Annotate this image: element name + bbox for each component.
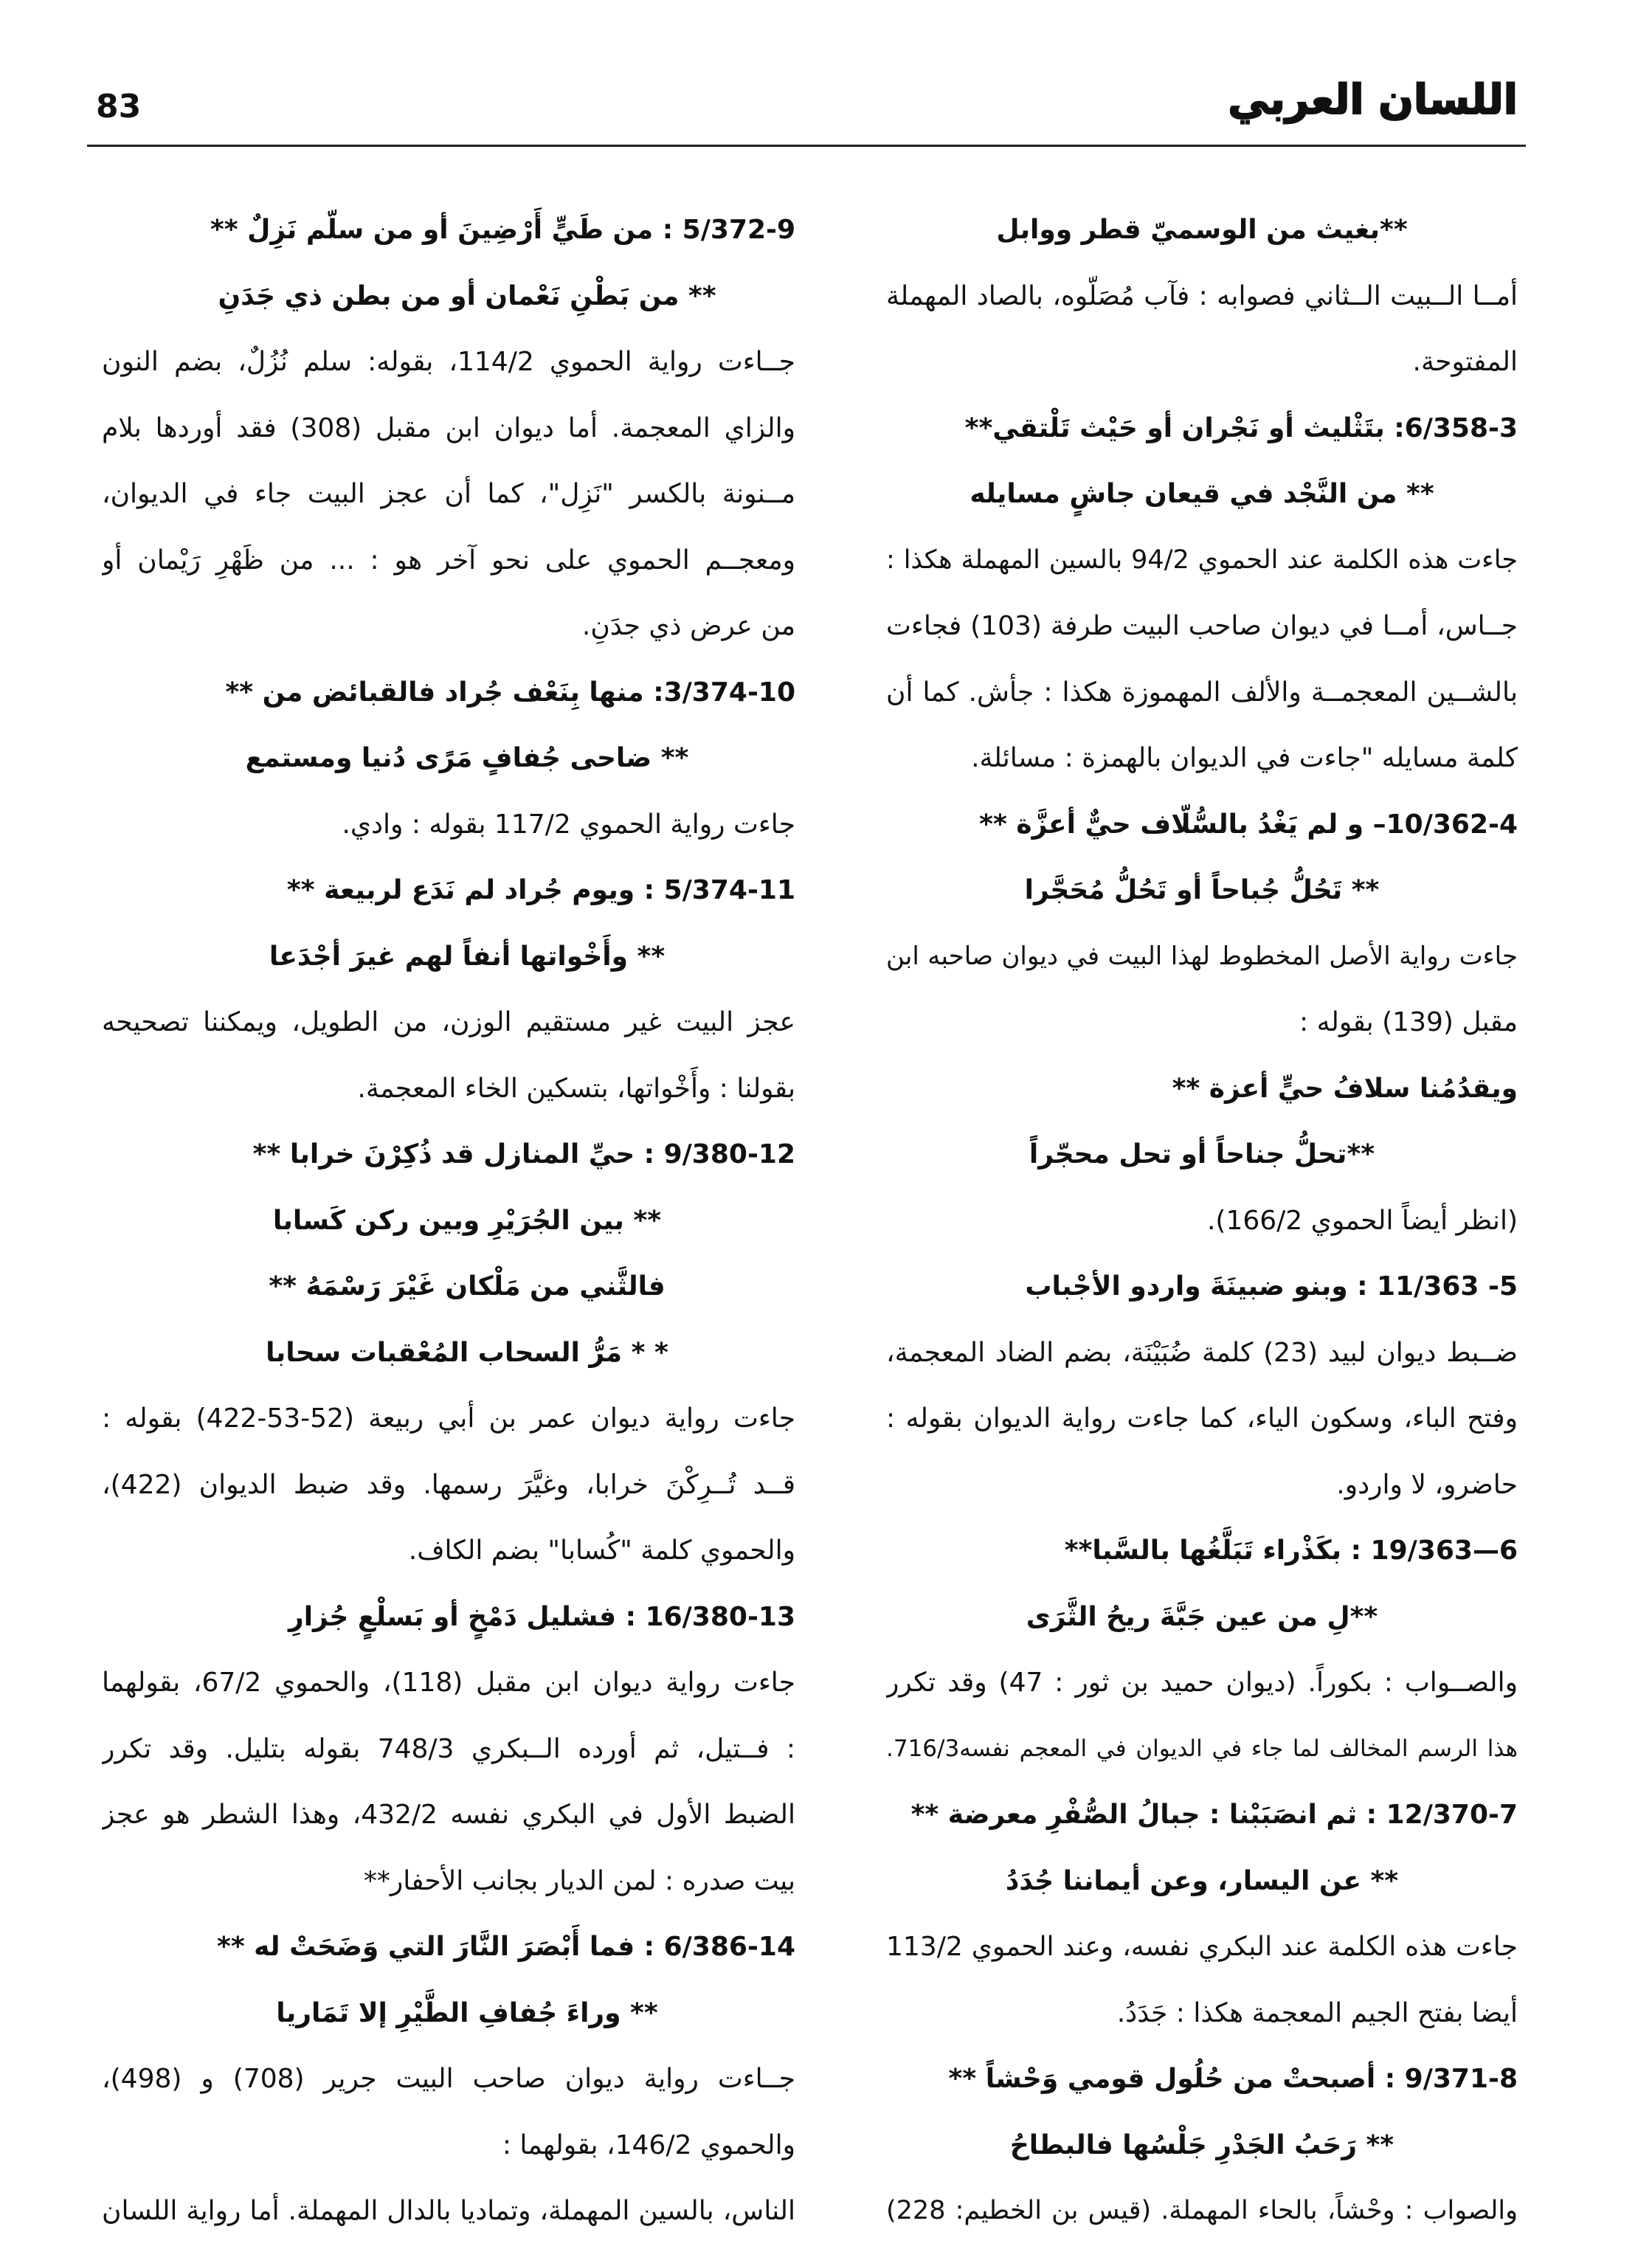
verse-line: ** ضاحى جُفافٍ مَرًى دُنيا ومستمع [245,743,689,773]
verse-line: ويقدُمُنا سلافُ حيٍّ أعزة ** [1172,1073,1518,1104]
body-text-line: وفتح الباء، وسكون الياء، كما جاءت رواية الديوان بقوله : [886,1403,1518,1434]
verse-line: ** وأَخْواتها أنفاً لهم غيرَ أجْدَعا [269,941,666,972]
body-text-line: : فــتيل، ثم أورده الــبكري 748/3 بقوله بتليل. وقد تكرر [102,1733,795,1764]
body-text-line: كلمة مسايله "جاءت في الديوان بالهمزة : مسائلة. [971,743,1518,773]
verse-line: * * مَرُّ السحاب المُعْقبات سحابا [266,1337,668,1368]
body-text-line: والحموي 146/2، بقولهما : [502,2129,795,2160]
body-text-line: أيضا بفتح الجيم المعجمة هكذا : جَدَدُ. [1116,1997,1518,2028]
entry-heading-line: 6—19/363 : بكَذْراء تَبَلَّغُها بالسَّبا** [1064,1535,1518,1566]
body-text-line: من عرض ذي جدَنِ. [581,611,795,641]
body-text-line: ضــبط ديوان لبيد (23) كلمة ضُبَيْنَة، بضم الضاد المعجمة، [886,1337,1518,1368]
verse-line: فالثَّني من مَلْكان غَيْرَ رَسْمَهُ ** [269,1271,666,1302]
body-text-line: جــاءت رواية ديوان صاحب البيت جرير (708) و (498)، [102,2064,795,2094]
verse-line: ** من بَطْنِ نَعْمان أو من بطن ذي جَدَنِ [218,280,716,311]
verse-line: ** تَحُلُّ جُباحاً أو تَحُلُّ مُحَجَّرا [1024,875,1380,905]
body-text-line: والصواب : وحْشاً، بالحاء المهملة. (قيس بن الخطيم: 228) [886,2196,1518,2225]
verse-line: ** عن اليسار، وعن أيماننا جُدَدُ [1005,1865,1399,1896]
body-text-line: بقولنا : وأَخْواتها، بتسكين الخاء المعجمة. [357,1073,795,1104]
body-text-line: قــد تُــرِكْنَ خرابا، وغيَّرَ رسمها. وقد ضبط الديوان (422)، [102,1469,795,1500]
entry-heading-line: 5/374-11 : ويوم جُراد لم نَدَع لربيعة ** [286,875,795,905]
body-text-line: عجز البيت غير مستقيم الوزن، من الطويل، ويمكننا تصحيحه [102,1007,795,1037]
body-text-line: الناس، بالسين المهملة، وتماديا بالدال المهملة. أما رواية اللسان [102,2196,795,2226]
body-text-line: جــاءت رواية الحموي 114/2، بقوله: سلم نُزُلٌ، بضم النون [102,347,795,377]
body-text-line: هذا الرسم المخالف لما جاء في الديوان في المعجم نفسه716/3. [886,1735,1518,1762]
body-text-line: بيت صدره : لمن الديار بجانب الأحفار** [363,1865,795,1896]
verse-line: ** بين الجُرَيْرِ وبين ركن كَسابا [272,1205,662,1236]
verse-line: **لِ من عين جَبَّةَ ريحُ الثَّرَى [1026,1601,1378,1632]
verse-line: ** رَحَبُ الجَدْرِ جَلْسُها فالبطاحُ [1009,2129,1394,2160]
header-rule [87,145,1526,147]
body-text-line: (انظر أيضاً الحموي 166/2). [1206,1205,1518,1236]
body-text-line: بالشــين المعجمــة والألف المهموزة هكذا : جأش. كما أن [886,677,1518,708]
left-column [102,197,795,2245]
entry-heading-line: 9/380-12 : حيِّ المنازل قد ذُكِرْنَ خرابا ** [252,1139,795,1169]
verse-line: **بغيث من الوسميّ قطر ووابل [996,215,1408,245]
body-text-line: جاءت هذه الكلمة عند البكري نفسه، وعند الحموي 113/2 [886,1932,1518,1962]
entry-heading-line: 6/358-3: بتَثْليث أو نَجْران أو حَيْث تَلْتقي** [964,412,1518,443]
body-text-line: جاءت رواية الحموي 117/2 بقوله : وادي. [342,809,795,840]
body-text-line: والزاي المعجمة. أما ديوان ابن مقبل (308) فقد أوردها بلام [102,412,795,443]
body-text-line: جاءت رواية ديوان ابن مقبل (118)، والحموي 67/2، بقولهما [102,1668,795,1698]
body-text-line: والصــواب : بكوراً. (ديوان حميد بن ثور : 47) وقد تكرر [886,1668,1518,1698]
verse-line: ** من النَّجْد في قيعان جاشٍ مسايله [970,479,1434,509]
entry-heading-line: 5- 11/363 : وبنو ضبينَةَ واردو الأجْباب [1025,1271,1518,1302]
body-text-line: جاءت رواية الأصل المخطوط لهذا البيت في ديوان صاحبه ابن [886,941,1518,971]
journal-title: اللسان العربي [1228,76,1518,124]
entry-heading-line: 9/371-8 : أصبحتْ من حُلُول قومي وَحْشاً ** [948,2064,1518,2094]
verse-line: ** وراءَ جُفافِ الطَّيْرِ إلا تَمَاريا [276,1997,658,2028]
body-text-line: جاءت هذه الكلمة عند الحموي 94/2 بالسين المهملة هكذا : [886,545,1518,575]
body-text-line: مقبل (139) بقوله : [1299,1007,1518,1037]
body-text-line: المفتوحة. [1412,347,1518,377]
body-text-line: والحموي كلمة "كُسابا" بضم الكاف. [408,1535,795,1566]
page-number: 83 [96,88,142,125]
body-text-line: أمــا الــبيت الــثاني فصوابه : فآب مُصَلّوه، بالصاد المهملة [886,280,1518,311]
verse-line: **تحلُّ جناحاً أو تحل محجّراً [1029,1139,1375,1169]
entry-heading-line: 6/386-14 : فما أَبْصَرَ النَّارَ التي وَضَحَتْ له ** [217,1932,795,1962]
right-column [886,197,1518,2245]
entry-heading-line: 12/370-7 : ثم انصَبَبْنا : جبالُ الصُّفْرِ معرضة ** [910,1800,1518,1830]
entry-heading-line: 3/374-10: منها بِنَعْف جُراد فالقبائض من ** [225,677,795,708]
body-text-line: الضبط الأول في البكري نفسه 432/2، وهذا الشطر هو عجز [102,1800,795,1830]
body-text-line: حاضرو، لا واردو. [1336,1469,1518,1500]
entry-heading-line: 10/362-4– و لم يَغْدُ بالسُّلّاف حيٌّ أعزَّة ** [979,809,1518,840]
body-text-line: ومعجــم الحموي على نحو آخر هو : ... من ظَهْرِ رَيْمان أو [102,545,795,576]
body-text-line: جــاس، أمــا في ديوان صاحب البيت طرفة (103) فجاءت [886,611,1518,641]
entry-heading-line: 5/372-9 : من طَيٍّ أَرْضِينَ أو من سلّم نَزِلٌ ** [210,215,795,245]
entry-heading-line: 16/380-13 : فشليل دَمْخٍ أو بَسلْعٍ جُزارِ [288,1601,795,1632]
body-text-line: جاءت رواية ديوان عمر بن أبي ربيعة (52-53-422) بقوله : [102,1403,795,1434]
body-text-line: مــنونة بالكسر "نَزِل"، كما أن عجز البيت جاء في الديوان، [102,479,795,509]
